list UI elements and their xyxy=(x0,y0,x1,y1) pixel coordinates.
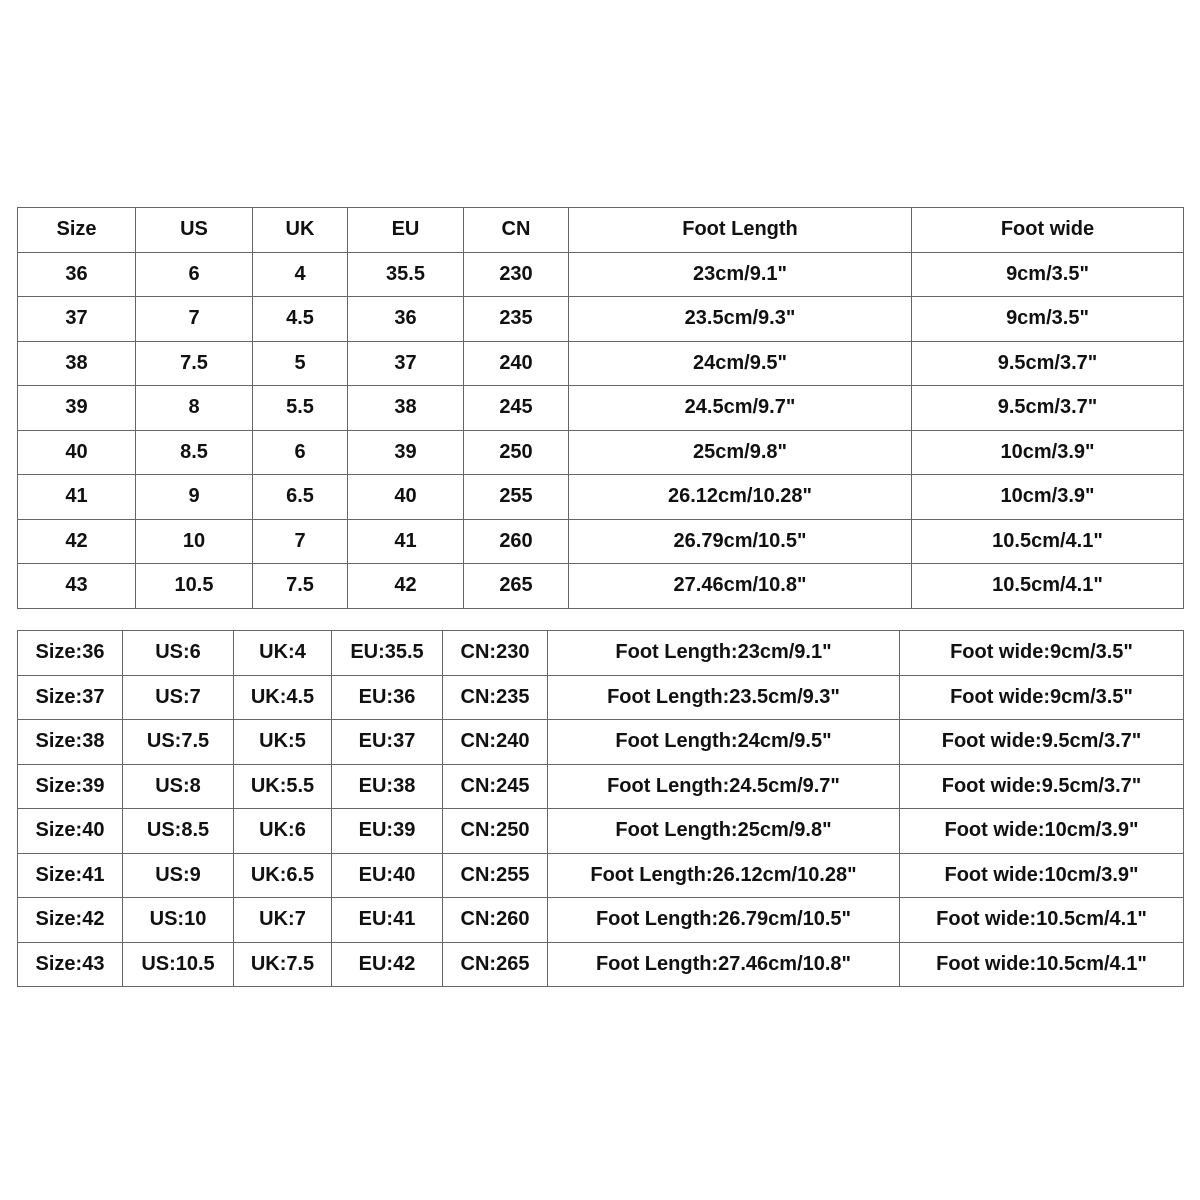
table-cell: CN:260 xyxy=(443,898,548,943)
table-cell: Size:36 xyxy=(18,631,123,676)
table-cell: 265 xyxy=(464,564,569,609)
table-cell: Foot Length:24cm/9.5" xyxy=(548,720,900,765)
table-cell: 42 xyxy=(348,564,464,609)
column-header: Foot Length xyxy=(569,208,912,253)
table-cell: Foot Length:23cm/9.1" xyxy=(548,631,900,676)
table-cell: 10.5cm/4.1" xyxy=(912,564,1184,609)
table-cell: 36 xyxy=(348,297,464,342)
table-cell: 6.5 xyxy=(253,475,348,520)
table-cell: Size:42 xyxy=(18,898,123,943)
table-cell: 6 xyxy=(136,252,253,297)
table-cell: Foot Length:23.5cm/9.3" xyxy=(548,675,900,720)
table-row xyxy=(18,898,1184,943)
table-row xyxy=(18,341,1184,386)
table-cell: 36 xyxy=(18,252,136,297)
table-cell: 240 xyxy=(464,341,569,386)
table-cell: Foot wide:10.5cm/4.1" xyxy=(900,942,1184,987)
column-header: EU xyxy=(348,208,464,253)
table-cell: 230 xyxy=(464,252,569,297)
table-cell: 260 xyxy=(464,519,569,564)
table-cell: 7.5 xyxy=(136,341,253,386)
table-cell: 25cm/9.8" xyxy=(569,430,912,475)
table-cell: Size:37 xyxy=(18,675,123,720)
table-cell: 35.5 xyxy=(348,252,464,297)
table-row xyxy=(18,631,1184,676)
table-cell: 9.5cm/3.7" xyxy=(912,386,1184,431)
table-cell: 10.5cm/4.1" xyxy=(912,519,1184,564)
table-cell: 6 xyxy=(253,430,348,475)
table-cell: 41 xyxy=(18,475,136,520)
table-cell: UK:7 xyxy=(234,898,332,943)
table-cell: 41 xyxy=(348,519,464,564)
table-cell: US:10 xyxy=(123,898,234,943)
table-cell: CN:235 xyxy=(443,675,548,720)
table-cell: 42 xyxy=(18,519,136,564)
table-cell: CN:240 xyxy=(443,720,548,765)
table-cell: 23cm/9.1" xyxy=(569,252,912,297)
table-row xyxy=(18,942,1184,987)
table-cell: US:10.5 xyxy=(123,942,234,987)
table-cell: Foot wide:10cm/3.9" xyxy=(900,853,1184,898)
size-chart-table xyxy=(17,207,1184,609)
table-cell: Foot wide:9.5cm/3.7" xyxy=(900,764,1184,809)
table-row xyxy=(18,564,1184,609)
table-cell: Size:38 xyxy=(18,720,123,765)
table-cell: Foot wide:10.5cm/4.1" xyxy=(900,898,1184,943)
table-cell: Foot Length:24.5cm/9.7" xyxy=(548,764,900,809)
table-cell: Foot wide:10cm/3.9" xyxy=(900,809,1184,854)
table-cell: 10.5 xyxy=(136,564,253,609)
labeled-size-chart-table xyxy=(17,630,1184,987)
table-cell: 38 xyxy=(348,386,464,431)
table-cell: 10cm/3.9" xyxy=(912,475,1184,520)
table-cell: UK:4 xyxy=(234,631,332,676)
table-cell: CN:230 xyxy=(443,631,548,676)
table-cell: 40 xyxy=(18,430,136,475)
table-cell: UK:4.5 xyxy=(234,675,332,720)
table-cell: Foot wide:9cm/3.5" xyxy=(900,675,1184,720)
table-cell: 27.46cm/10.8" xyxy=(569,564,912,609)
table-cell: US:7.5 xyxy=(123,720,234,765)
column-header: US xyxy=(136,208,253,253)
table-cell: 4 xyxy=(253,252,348,297)
table-cell: 255 xyxy=(464,475,569,520)
table-cell: EU:39 xyxy=(332,809,443,854)
table-row xyxy=(18,430,1184,475)
header-row xyxy=(18,208,1184,253)
table-cell: UK:5 xyxy=(234,720,332,765)
table-cell: 39 xyxy=(18,386,136,431)
table-row xyxy=(18,475,1184,520)
table-cell: 235 xyxy=(464,297,569,342)
table-cell: Size:41 xyxy=(18,853,123,898)
table-row xyxy=(18,675,1184,720)
table-cell: US:8.5 xyxy=(123,809,234,854)
table-cell: 5.5 xyxy=(253,386,348,431)
table-cell: EU:41 xyxy=(332,898,443,943)
table-cell: 5 xyxy=(253,341,348,386)
table-cell: 37 xyxy=(348,341,464,386)
table-cell: US:8 xyxy=(123,764,234,809)
table-cell: UK:7.5 xyxy=(234,942,332,987)
table-row xyxy=(18,297,1184,342)
table-cell: 38 xyxy=(18,341,136,386)
table-cell: 37 xyxy=(18,297,136,342)
table-cell: UK:6 xyxy=(234,809,332,854)
table-cell: 7 xyxy=(136,297,253,342)
table-cell: 24cm/9.5" xyxy=(569,341,912,386)
table-cell: 26.79cm/10.5" xyxy=(569,519,912,564)
table-cell: 8.5 xyxy=(136,430,253,475)
table-cell: 23.5cm/9.3" xyxy=(569,297,912,342)
table-cell: 7 xyxy=(253,519,348,564)
table-cell: 39 xyxy=(348,430,464,475)
table-cell: 26.12cm/10.28" xyxy=(569,475,912,520)
table-cell: EU:42 xyxy=(332,942,443,987)
table-cell: Foot wide:9.5cm/3.7" xyxy=(900,720,1184,765)
table-cell: 9 xyxy=(136,475,253,520)
table-cell: Size:40 xyxy=(18,809,123,854)
table-cell: EU:40 xyxy=(332,853,443,898)
table-cell: Size:39 xyxy=(18,764,123,809)
table-cell: Foot wide:9cm/3.5" xyxy=(900,631,1184,676)
column-header: Size xyxy=(18,208,136,253)
table-cell: US:9 xyxy=(123,853,234,898)
column-header: CN xyxy=(464,208,569,253)
table-cell: 40 xyxy=(348,475,464,520)
table-cell: 7.5 xyxy=(253,564,348,609)
table-cell: CN:250 xyxy=(443,809,548,854)
table-cell: 245 xyxy=(464,386,569,431)
table-cell: 10cm/3.9" xyxy=(912,430,1184,475)
table-row xyxy=(18,809,1184,854)
column-header: UK xyxy=(253,208,348,253)
table-cell: 9.5cm/3.7" xyxy=(912,341,1184,386)
table-row xyxy=(18,252,1184,297)
column-header: Foot wide xyxy=(912,208,1184,253)
table-cell: Foot Length:26.79cm/10.5" xyxy=(548,898,900,943)
table-cell: 43 xyxy=(18,564,136,609)
table-row xyxy=(18,853,1184,898)
table-row xyxy=(18,764,1184,809)
table-cell: 10 xyxy=(136,519,253,564)
table-cell: 24.5cm/9.7" xyxy=(569,386,912,431)
table-cell: 9cm/3.5" xyxy=(912,297,1184,342)
table-cell: 9cm/3.5" xyxy=(912,252,1184,297)
table-cell: US:7 xyxy=(123,675,234,720)
table-cell: Foot Length:25cm/9.8" xyxy=(548,809,900,854)
table-cell: CN:265 xyxy=(443,942,548,987)
table-cell: 250 xyxy=(464,430,569,475)
table-cell: Size:43 xyxy=(18,942,123,987)
table-row xyxy=(18,386,1184,431)
table-cell: Foot Length:26.12cm/10.28" xyxy=(548,853,900,898)
table-cell: EU:35.5 xyxy=(332,631,443,676)
table-row xyxy=(18,720,1184,765)
table-cell: UK:6.5 xyxy=(234,853,332,898)
table-cell: CN:255 xyxy=(443,853,548,898)
table-row xyxy=(18,519,1184,564)
table-cell: UK:5.5 xyxy=(234,764,332,809)
table-cell: EU:36 xyxy=(332,675,443,720)
table-cell: CN:245 xyxy=(443,764,548,809)
table-cell: 4.5 xyxy=(253,297,348,342)
table-cell: EU:37 xyxy=(332,720,443,765)
table-cell: EU:38 xyxy=(332,764,443,809)
table-cell: 8 xyxy=(136,386,253,431)
table-cell: Foot Length:27.46cm/10.8" xyxy=(548,942,900,987)
table-cell: US:6 xyxy=(123,631,234,676)
